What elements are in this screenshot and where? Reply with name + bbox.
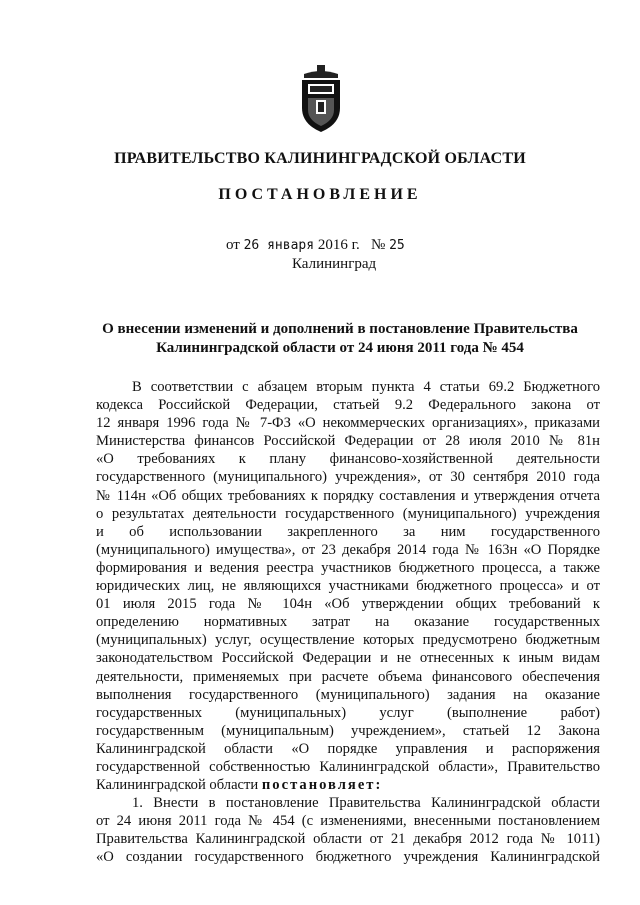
body-line: государственных (муниципальных) услуг (выполнение работ): [96, 704, 600, 721]
city: Калининград: [292, 256, 377, 272]
body-line: государственного (муниципального) учреждения», от 30 сентября 2010 года: [96, 469, 600, 486]
document-body: [96, 378, 600, 867]
body-line: выполнения государственного (муниципального) задания на оказание: [96, 686, 600, 703]
date-line: [226, 237, 405, 254]
body-line: определению нормативных затрат на оказание государственных: [96, 614, 600, 631]
body-line: государственной собственностью Калининградской области», Правительство: [96, 758, 600, 775]
document-type: ПОСТАНОВЛЕНИЕ: [218, 186, 422, 203]
body-line: (муниципального) имущества», от 23 декабря 2014 года № 163н «О Порядке: [96, 541, 600, 558]
body-line: 12 января 1996 года № 7-ФЗ «О некоммерческих организациях», приказами: [96, 415, 600, 432]
body-line: 01 июля 2015 года № 104н «Об утверждении общих требований к: [96, 596, 600, 613]
body-line: законодательством Российской Федерации и не отнесенных к иным видам: [96, 650, 600, 667]
title-line: Калининградской области от 24 июня 2011 года № 454: [156, 340, 524, 356]
document-title: [80, 320, 600, 358]
body-line: В соответствии с абзацем вторым пункта 4 статьи 69.2 Бюджетного: [132, 379, 600, 395]
document-number: 25: [389, 238, 405, 253]
body-line: формирования и ведения реестра участников бюджетного процесса, а также: [96, 559, 600, 576]
body-line: государственным (муниципальным) учреждением», статьей 12 Закона: [96, 722, 600, 739]
item-line: от 24 июня 2011 года № 454 (с изменениями, внесенными постановлением: [96, 813, 600, 830]
item-line: 1. Внести в постановление Правительства Калининградской области: [132, 795, 600, 812]
body-line: деятельности, применяемых при расчете объема финансового обеспечения: [96, 668, 600, 685]
resolve-line: [96, 776, 600, 794]
body-line: «О требованиях к плану финансово-хозяйственной деятельности: [96, 451, 600, 468]
body-line: Министерства финансов Российской Федерации от 28 июля 2010 № 81н: [96, 433, 600, 450]
body-line: юридических лиц, не являющихся участниками бюджетного процесса» и от: [96, 578, 600, 595]
coat-of-arms-emblem: [298, 64, 344, 134]
date-prefix: от: [226, 237, 240, 253]
body-line: кодекса Российской Федерации, статьей 9.2 Федерального закона от: [96, 397, 600, 414]
resolve-prefix: Калининградской области: [96, 777, 259, 794]
date-day-month: 26 января: [243, 238, 315, 253]
title-line: О внесении изменений и дополнений в постановление Правительства: [102, 321, 578, 337]
resolve-word: постановляет:: [261, 777, 383, 794]
body-line: (муниципальных) услуг, осуществление которых предусмотрено бюджетным: [96, 632, 600, 649]
body-line: Калининградской области «О порядке управления и распоряжения: [96, 740, 600, 757]
item-line: Правительства Калининградской области от 21 декабря 2012 года № 1011): [96, 831, 600, 848]
date-year: 2016 г.: [317, 237, 360, 253]
item-line: «О создании государственного бюджетного учреждения Калининградской: [96, 849, 600, 866]
body-line: о результатах деятельности государственного (муниципального) учреждения: [96, 505, 600, 522]
body-line: № 114н «Об общих требованиях к порядку составления и утверждения отчета: [96, 487, 600, 504]
number-sign: №: [371, 237, 386, 253]
organization-name: ПРАВИТЕЛЬСТВО КАЛИНИНГРАДСКОЙ ОБЛАСТИ: [114, 150, 526, 167]
body-line: и об использовании закрепленного за ним государственного: [96, 523, 600, 540]
